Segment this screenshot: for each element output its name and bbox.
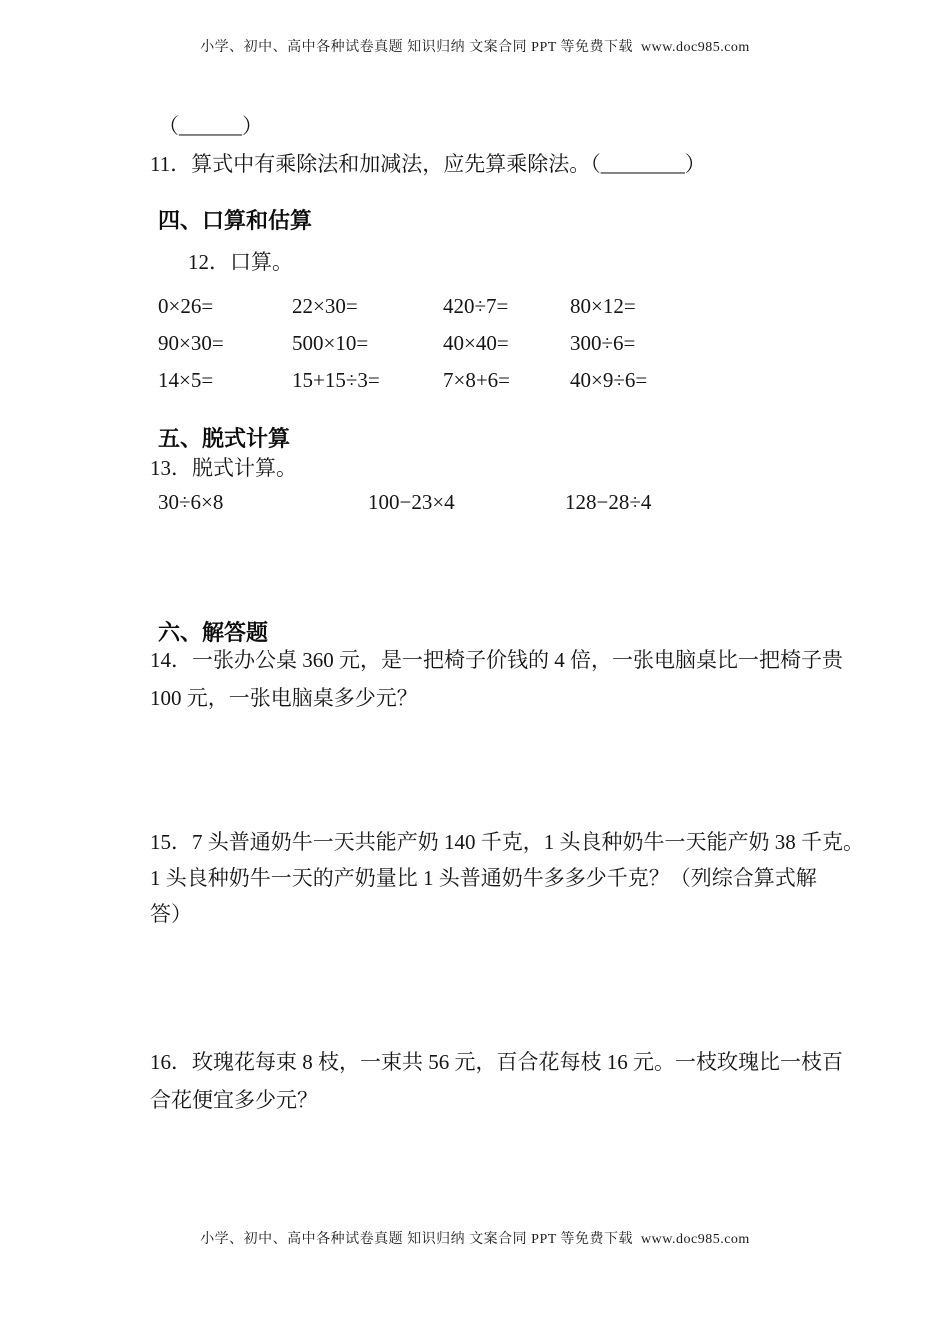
equation: 0×26= bbox=[158, 294, 214, 318]
equation: 90×30= bbox=[158, 331, 224, 355]
oral-calc-row-2 bbox=[0, 331, 950, 359]
question-15-line-1: 15．7 头普通奶牛一天共能产奶 140 千克，1 头良种奶牛一天能产奶 38 千克。 bbox=[150, 830, 864, 854]
step-calc-row bbox=[0, 490, 950, 518]
equation: 128−28÷4 bbox=[565, 490, 652, 514]
equation: 15+15÷3= bbox=[292, 368, 380, 392]
equation: 7×8+6= bbox=[443, 368, 511, 392]
question-16-line-1: 16．玫瑰花每束 8 枝，一束共 56 元，百合花每枝 16 元。一枝玫瑰比一枝百 bbox=[150, 1050, 843, 1074]
question-13-label: 13．脱式计算。 bbox=[150, 456, 297, 480]
answer-blank: （______） bbox=[158, 114, 263, 138]
question-16-line-2: 合花便宜多少元？ bbox=[150, 1088, 318, 1112]
oral-calc-row-3 bbox=[0, 368, 950, 396]
equation: 22×30= bbox=[292, 294, 358, 318]
oral-calc-row-1 bbox=[0, 294, 950, 322]
question-11: 11．算式中有乘除法和加减法，应先算乘除法。（________） bbox=[150, 152, 706, 176]
equation: 40×40= bbox=[443, 331, 509, 355]
question-14-line-1: 14．一张办公桌 360 元，是一把椅子价钱的 4 倍，一张电脑桌比一把椅子贵 bbox=[150, 648, 843, 672]
section-6-title: 六、解答题 bbox=[158, 620, 269, 645]
question-15-line-2: 1 头良种奶牛一天的产奶量比 1 头普通奶牛多多少千克？（列综合算式解 bbox=[150, 866, 817, 890]
footer-banner: 小学、初中、高中各种试卷真题 知识归纳 文案合同 PPT 等免费下载 www.doc985.com bbox=[200, 1232, 750, 1247]
question-12-label: 12．口算。 bbox=[188, 250, 293, 274]
equation: 420÷7= bbox=[443, 294, 509, 318]
equation: 30÷6×8 bbox=[158, 490, 224, 514]
equation: 80×12= bbox=[570, 294, 636, 318]
section-5-title: 五、脱式计算 bbox=[158, 426, 291, 451]
header-banner: 小学、初中、高中各种试卷真题 知识归纳 文案合同 PPT 等免费下载 www.doc985.com bbox=[200, 40, 750, 55]
equation: 500×10= bbox=[292, 331, 369, 355]
section-4-title: 四、口算和估算 bbox=[158, 208, 313, 233]
equation: 40×9÷6= bbox=[570, 368, 648, 392]
equation: 100−23×4 bbox=[368, 490, 455, 514]
question-14-line-2: 100 元，一张电脑桌多少元？ bbox=[150, 686, 418, 710]
equation: 14×5= bbox=[158, 368, 214, 392]
question-15-line-3: 答） bbox=[150, 902, 192, 926]
equation: 300÷6= bbox=[570, 331, 636, 355]
